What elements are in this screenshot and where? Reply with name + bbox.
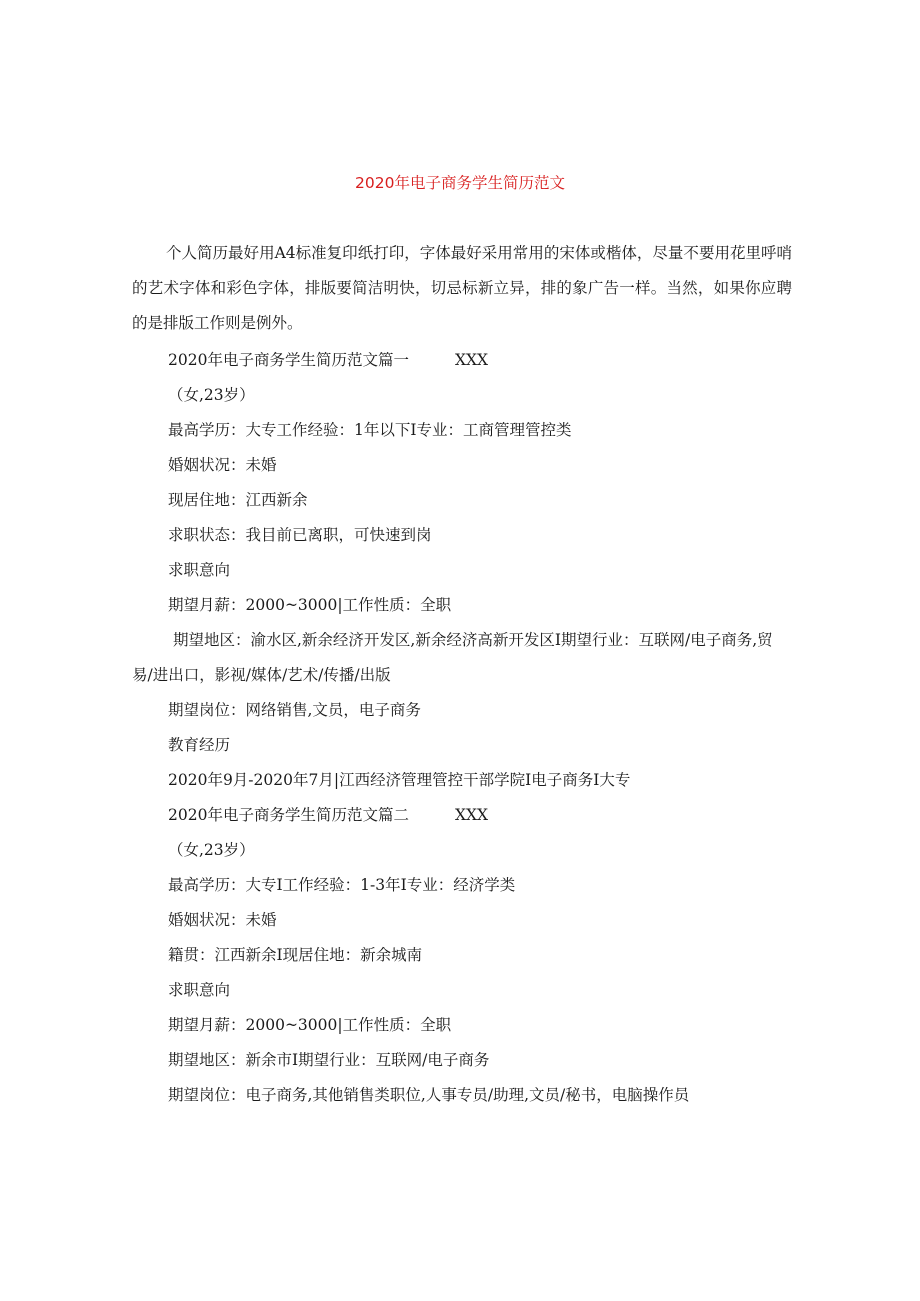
resume-2-origin: 籍贯：江西新余I现居住地：新余城南 <box>168 946 423 964</box>
resume-1-edu-heading: 教育经历 <box>168 736 231 754</box>
resume-1-heading: 2020年电子商务学生简历范文篇一 <box>168 351 409 369</box>
resume-1-job-status: 求职状态：我目前已离职，可快速到岗 <box>168 526 432 544</box>
resume-1-intent-heading: 求职意向 <box>168 561 231 579</box>
resume-1-education-line: 最高学历：大专工作经验：1年以下I专业：工商管理管控类 <box>168 421 572 439</box>
resume-1-region: 期望地区：渝水区,新余经济开发区,新余经济高新开发区I期望行业：互联网/电子商务,贸易/进出口，影视/媒体/艺术/传播/出版 <box>132 631 773 684</box>
resume-2-education-line: 最高学历：大专I工作经验：1-3年I专业：经济学类 <box>168 876 516 894</box>
resume-1-position: 期望岗位：网络销售,文员，电子商务 <box>168 701 421 719</box>
resume-2-name: XXX <box>454 806 489 824</box>
document-body <box>132 343 788 1113</box>
resume-1-residence: 现居住地：江西新余 <box>168 491 308 509</box>
resume-1-edu-item: 2020年9月-2020年7月|江西经济管理管控干部学院I电子商务I大专 <box>168 771 631 789</box>
resume-1-gender-age: （女,23岁） <box>168 386 255 404</box>
document-title: 2020年电子商务学生简历范文 <box>355 174 565 192</box>
resume-2-gender-age: （女,23岁） <box>168 841 255 859</box>
intro-paragraph: 个人简历最好用A4标准复印纸打印，字体最好采用常用的宋体或楷体，尽量不要用花里呼哨的艺术字体和彩色字体，排版要简洁明快，切忌标新立异，排的象广告一样。当然，如果你应聘的是排版工作则是例外。 <box>132 244 792 332</box>
resume-2-heading: 2020年电子商务学生简历范文篇二 <box>168 806 409 824</box>
resume-2-salary: 期望月薪：2000~3000|工作性质：全职 <box>168 1016 452 1034</box>
resume-2-intent-heading: 求职意向 <box>168 981 231 999</box>
resume-1-heading-row <box>168 343 788 378</box>
resume-2-marital: 婚姻状况：未婚 <box>168 911 277 929</box>
resume-2-heading-row <box>168 798 788 833</box>
resume-1-marital: 婚姻状况：未婚 <box>168 456 277 474</box>
resume-1-salary: 期望月薪：2000~3000|工作性质：全职 <box>168 596 452 614</box>
resume-2-region: 期望地区：新余市I期望行业：互联网/电子商务 <box>168 1051 490 1069</box>
resume-1-name: XXX <box>454 351 489 369</box>
resume-2-position: 期望岗位：电子商务,其他销售类职位,人事专员/助理,文员/秘书，电脑操作员 <box>168 1086 690 1104</box>
